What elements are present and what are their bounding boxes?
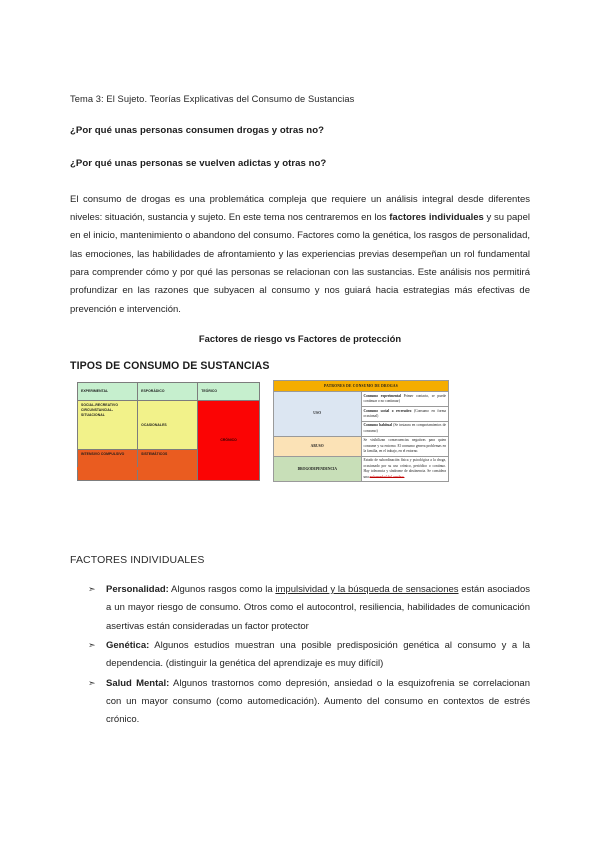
bullet-0-before: Algunos rasgos como la	[168, 584, 276, 596]
uso-item-1-bold: Consumo experimental	[363, 393, 401, 398]
bullet-arrow-icon: ➣	[88, 640, 96, 650]
abuso-description: Se visibilizan consecuencias negativas para quien consume y su entorno. El consumo genera problemas en la familia, en el trabajo, en el entorno.	[361, 436, 449, 456]
drogo-struck-text: enfermedad del cerebro.	[369, 474, 405, 479]
list-item	[70, 637, 530, 674]
table-row	[274, 436, 449, 456]
factors-heading: FACTORES INDIVIDUALES	[70, 554, 205, 567]
document-title: Tema 3: El Sujeto. Teorías Explicativas del Consumo de Sustancias	[70, 94, 355, 104]
section-heading: TIPOS DE CONSUMO DE SUSTANCIAS	[70, 360, 270, 373]
patterns-table-title: PATRONES DE CONSUMO DE DROGAS	[274, 381, 449, 392]
left-cell-intensivo: INTENSIVO COMPULSIVO	[78, 450, 138, 481]
uso-item-3-text: (Se instaura en comportamientos de consumo)	[363, 423, 446, 433]
uso-item-3-bold: Consumo habitual	[363, 423, 393, 428]
table-row	[274, 381, 449, 392]
row-label-uso: USO	[274, 392, 362, 436]
row-label-drogodependencia: DROGODEPENDENCIA	[274, 456, 362, 482]
question-2: ¿Por qué unas personas se vuelven adictas y otras no?	[70, 158, 327, 170]
list-item	[70, 675, 530, 730]
bullet-arrow-icon: ➣	[88, 584, 96, 595]
table-row	[274, 392, 449, 407]
table-row	[78, 383, 260, 401]
document-content	[70, 93, 530, 731]
drug-consumption-patterns-table	[273, 380, 449, 482]
drogo-text: Estado de subordinación física y psicológica a la droga, ocasionado por su uso crónico, periódico o continuo. Hay tolerancia y síndrome de abstinencia. Se considera una	[363, 458, 446, 479]
uso-item-2-text: (Consumo en forma ocasional)	[363, 408, 446, 419]
uso-item-3	[361, 421, 449, 436]
bullet-0-after: están asociados a un mayor riesgo de consumo. Otros como el autocontrol, resiliencia, habilidades de comunicación asertivas están consideradas un factor protector	[106, 584, 530, 632]
intro-paragraph	[70, 191, 530, 319]
left-table-underbar	[77, 467, 194, 470]
individual-factors-list	[70, 581, 530, 730]
intro-bold-term: factores individuales	[389, 212, 484, 224]
left-cell-teorico: TEÓRICO	[198, 383, 260, 401]
figures-row	[70, 382, 530, 554]
left-cell-cronico: CRÓNICO	[198, 401, 260, 481]
row-label-abuso: ABUSO	[274, 436, 362, 456]
bullet-2-before: Algunos trastornos como depresión, ansiedad o la esquizofrenia se correlacionan con un mayor consumo (como automedicación). Aumento del consumo en contextos de estrés crónico.	[106, 677, 530, 726]
left-cell-experimental: EXPERIMENTAL	[78, 383, 138, 401]
bullet-1-before: Algunos estudios muestran una posible predisposición genética al consumo y a la dependencia. (distinguir la genética del aprendizaje es muy difícil)	[106, 640, 530, 670]
left-cell-social-recreativo: SOCIAL-RECREATIVO CIRCUNSTANCIAL-SITUACIONAL	[78, 401, 138, 450]
intro-part-1: El consumo de drogas es una problemática compleja que requiere un análisis integral desde diferentes niveles: situación, sustancia y sujeto. En este tema nos centraremos en los	[70, 193, 530, 224]
table-row	[274, 456, 449, 482]
intro-part-2: y su papel en el inicio, mantenimiento o abandono del consumo. Factores como la genética, los rasgos de personalidad, las emociones, las habilidades de afrontamiento y las experiencias previas desempeñan un rol fundamental para comprender cómo y por qué las personas se relacionan con las sustancias. Este análisis nos permitirá profundizar en las razones que subyacen al consumo y nos guiará hacia estrategias más efectivas de prevención e intervención.	[70, 212, 530, 315]
question-1: ¿Por qué unas personas consumen drogas y otras no?	[70, 124, 325, 136]
left-cell-ocasionales: OCASIONALES	[138, 401, 198, 450]
bullet-label-salud-mental: Salud Mental:	[106, 677, 170, 689]
list-item	[70, 581, 530, 636]
left-cell-sistematicos: SISTEMÁTICOS	[138, 450, 198, 481]
left-cell-esporadico: ESPORÁDICO	[138, 383, 198, 401]
uso-item-1-text: Primer contacto, se puede continuar o no continuar)	[363, 393, 446, 404]
uso-item-2	[361, 407, 449, 422]
uso-item-2-bold: Consumo social o recreativo	[363, 408, 412, 413]
uso-item-1	[361, 392, 449, 407]
bullet-label-personalidad: Personalidad:	[106, 584, 169, 596]
centered-heading: Factores de riesgo vs Factores de protección	[198, 333, 402, 345]
drogodependencia-description	[361, 456, 449, 482]
table-row	[78, 401, 260, 450]
bullet-arrow-icon: ➣	[88, 677, 96, 688]
bullet-label-genetica: Genética:	[106, 640, 150, 651]
bullet-0-underlined: impulsividad y la búsqueda de sensaciones	[275, 584, 459, 596]
